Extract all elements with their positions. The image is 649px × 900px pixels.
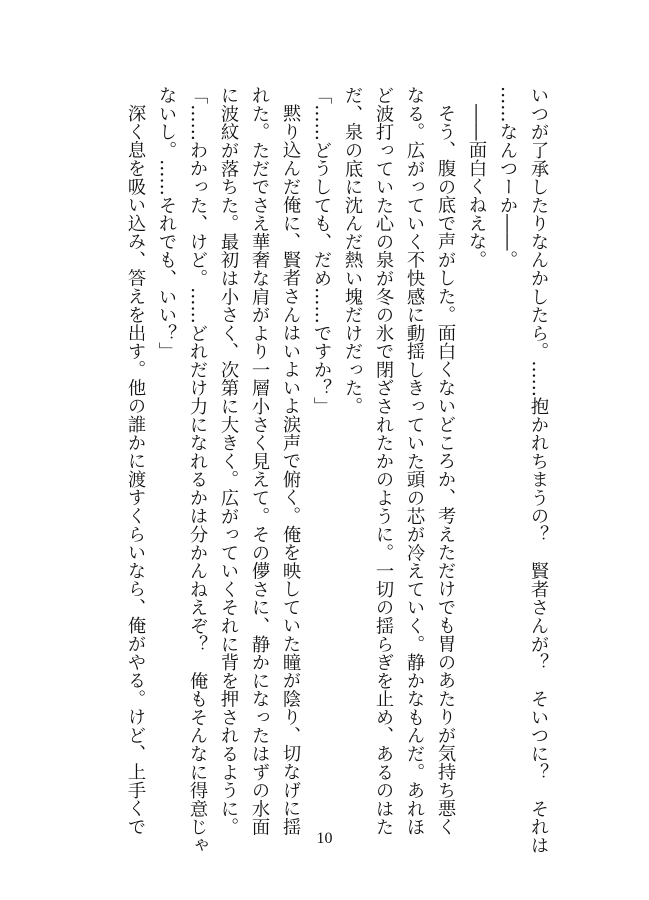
text-line: 「……どうしても、だめ……ですか？」 <box>311 86 332 416</box>
text-line: なる。広がっていく不快感に動揺しきっていた頭の芯が冷えていく。静かなもんだ。あれほ <box>404 86 425 836</box>
text-line: ど波打っていた心の泉が冬の氷で閉ざされたかのように。一切の揺らぎを止め、あるのはた <box>373 86 394 836</box>
text-line: ……なんつーか――。 <box>497 86 518 269</box>
text-line: れた。ただでさえ華奢な肩がより一層小さく見えて。その儚さに、静かになったはずの水面 <box>249 86 270 836</box>
text-line: だ、泉の底に沈んだ熱い塊だけだった。 <box>342 86 363 416</box>
text-line: 「……わかった、けど。……どれだけ力になれるかは分かんねえぞ？ 俺もそんなに得意じゃ <box>187 86 208 855</box>
page-number: 10 <box>316 830 333 847</box>
text-line: ――面白くねえな。 <box>466 104 487 269</box>
text-line: 黙り込んだ俺に、賢者さんはいよいよ涙声で俯く。俺を映していた瞳が陰り、切なげに揺 <box>280 104 301 836</box>
text-line: に波紋が落ちた。最初は小さく、次第に大きく。広がっていくそれに背を押されるように。 <box>218 86 239 836</box>
text-line: 深く息を吸い込み、答えを出す。他の誰かに渡すくらいなら、俺がやる。けど、上手くで <box>125 104 146 836</box>
text-line: そう、腹の底で声がした。面白くないどころか、考えただけでも胃のあたりが気持ち悪く <box>435 104 456 836</box>
text-line: いつが了承したりなんかしたら。……抱かれちまうの？ 賢者さんが？ そいつに？ それは <box>528 86 549 855</box>
text-line: ないし。……それでも、いい？」 <box>156 86 177 361</box>
